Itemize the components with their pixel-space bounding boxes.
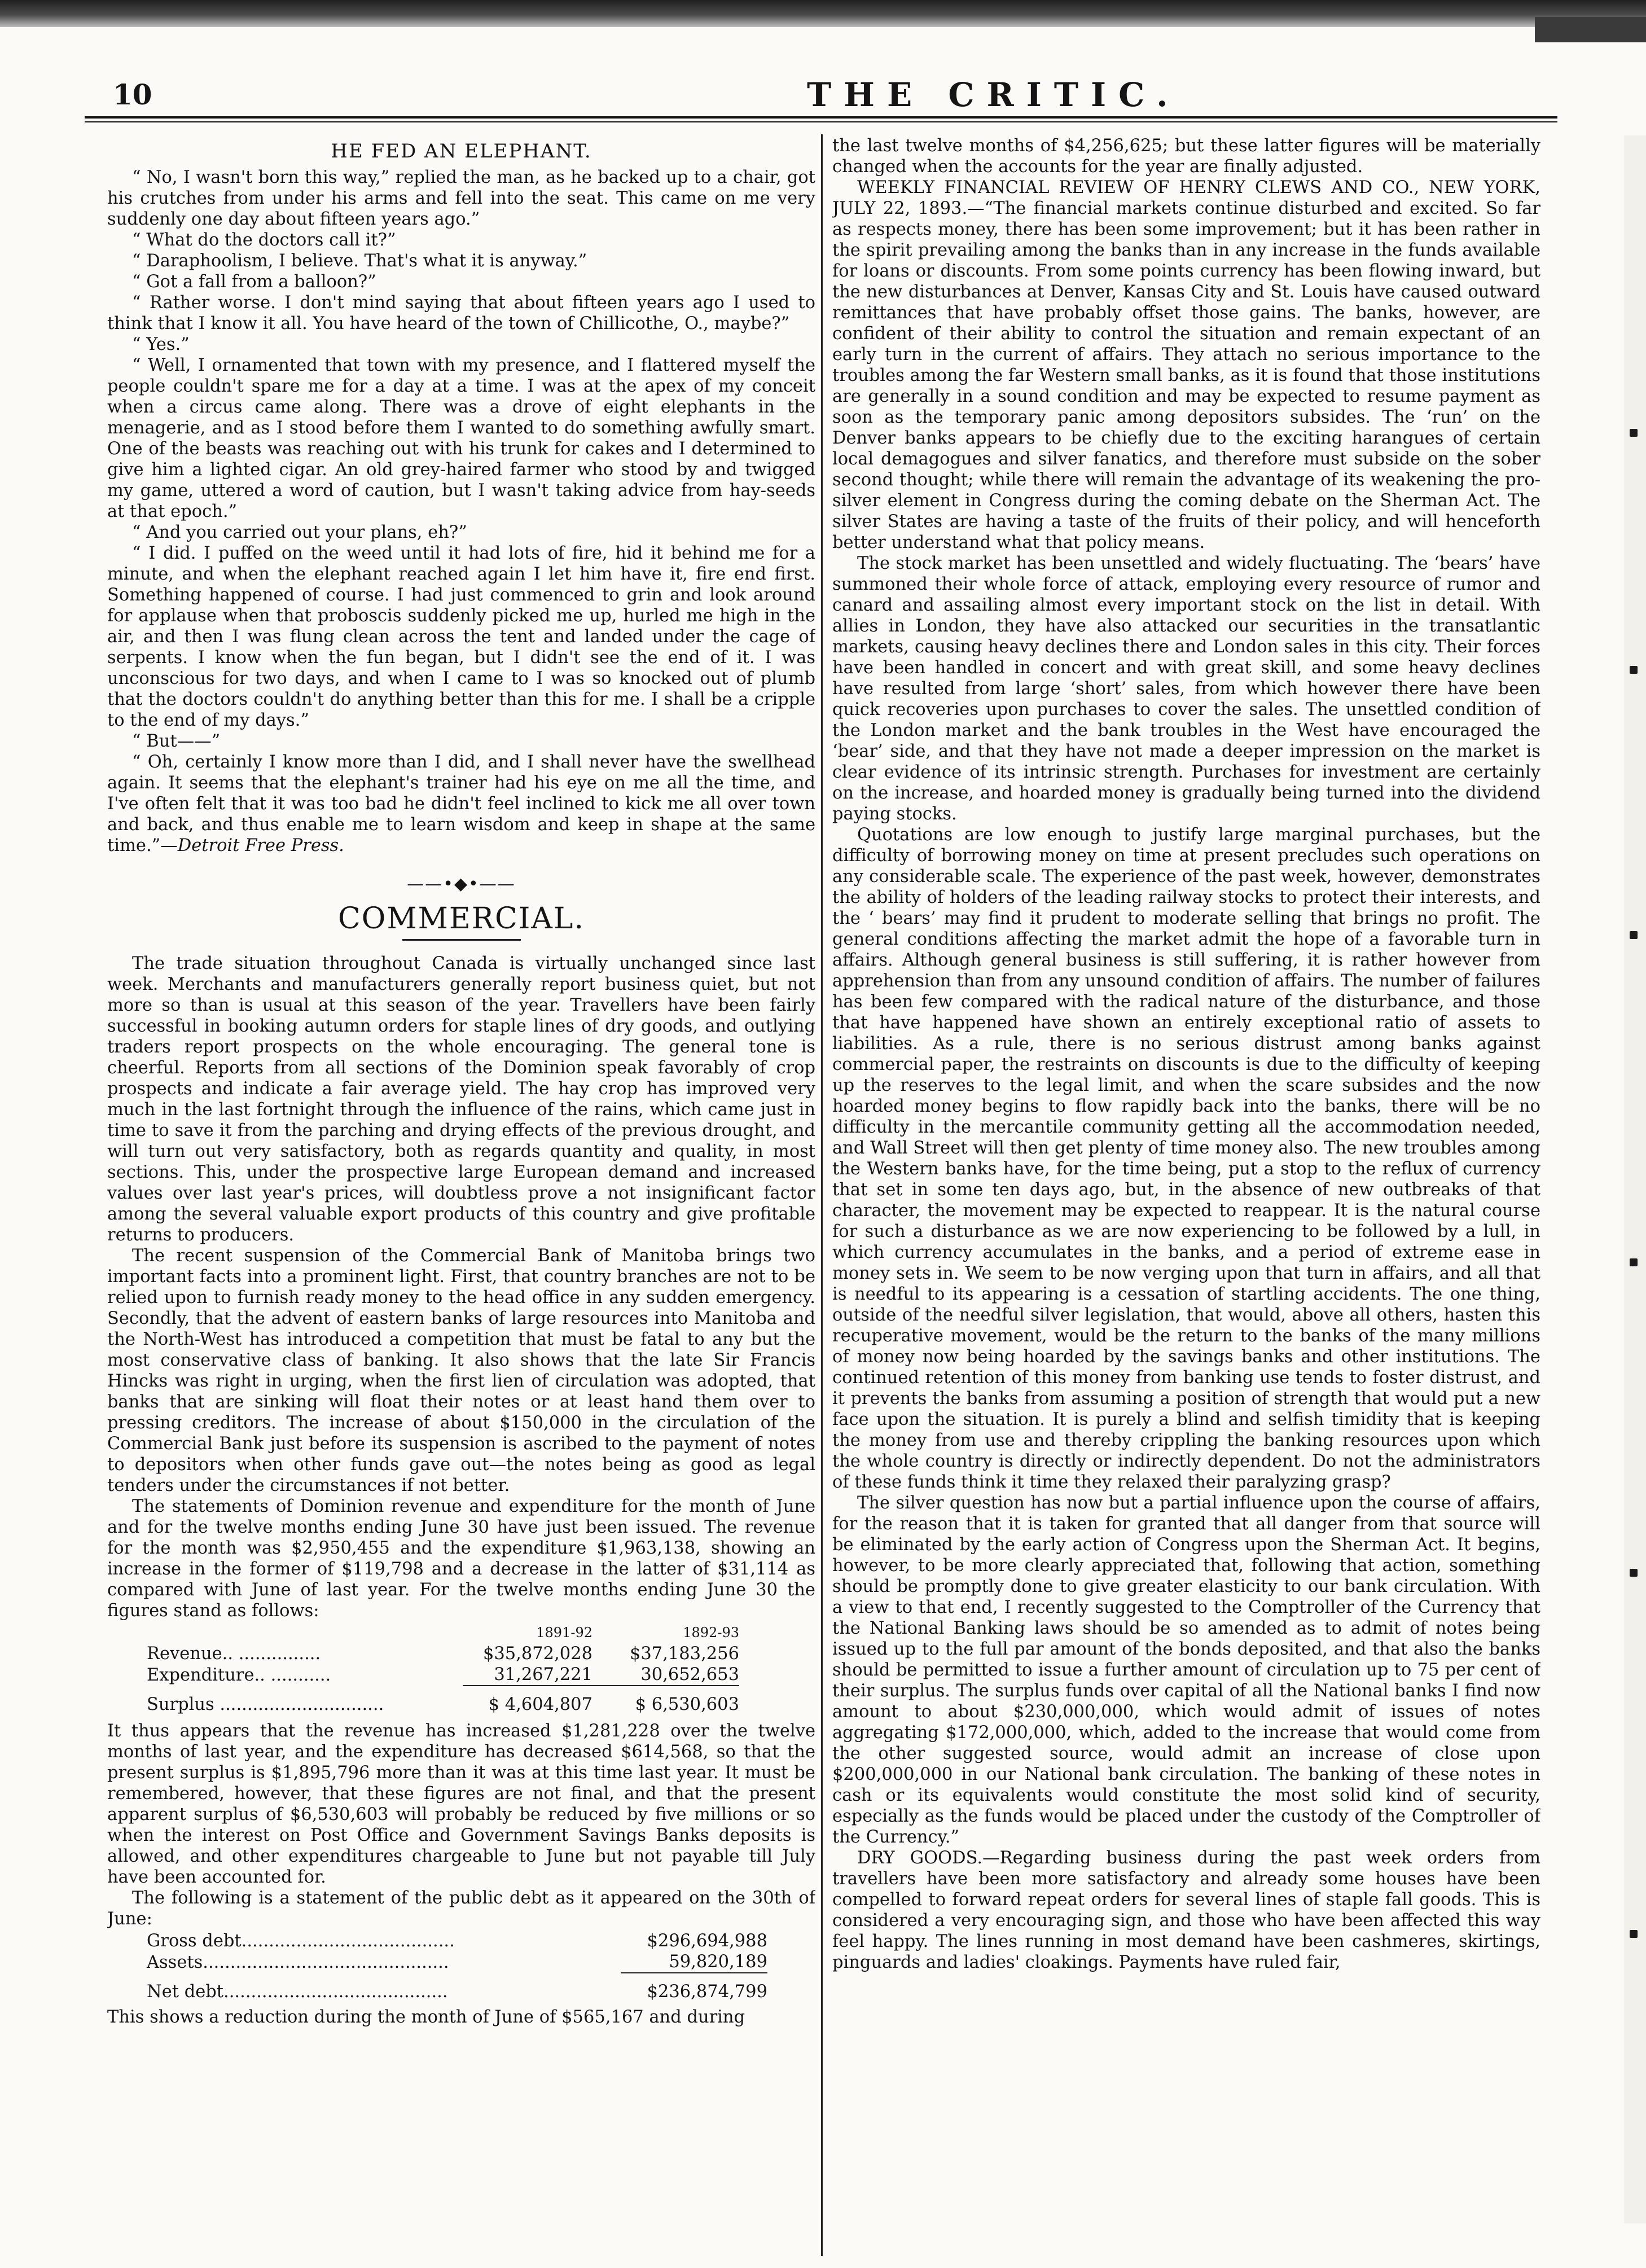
commercial-paragraph: The statements of Dominion revenue and expenditure for the month of June and for the twelve months ending June 30 have just been issued. The revenue for the month was $2,950,455 and the expenditure $1,963,138, showing an increase in the former of $119,798 and a decrease in the latter of $31,114 as compared with June of last year. For the twelve months ending June 30 the figures stand as follows: <box>107 1497 815 1621</box>
elephant-text: “ Oh, certainly I know more than I did, and I shall never have the swellhead again. It seems that the elephant's trainer had his eye on me all the time, and I've often felt that it was too bad he didn't feel inclined to kick me all over town and back, and thus enable me to learn wisdom and keep in shape at the same time.”— <box>107 752 815 856</box>
scan-top-border <box>0 0 1646 27</box>
right-paragraph: The stock market has been unsettled and widely fluctuating. The ‘bears’ have summoned their whole force of attack, employing every resource of rumor and canard and assailing almost every important stock on the list in detail. With allies in London, they have also attacked our securities in the transatlantic markets, causing heavy declines there and London sales in this city. Their forces have been handled in concert and with great skill, and some heavy declines have resulted from large ‘short’ sales, from which however there have been quick recoveries upon purchases to cover the sales. The unsettled condition of the London market and the bank troubles in the West have encouraged the ‘bear’ side, and that they have not made a deeper impression on the market is clear evidence of its intrinsic strength. Purchases for investment are certainly on the increase, and hoarded money is gradually being turned into the dividend paying stocks. <box>832 554 1540 824</box>
page-header <box>85 73 1557 119</box>
debt-row <box>147 1951 767 1973</box>
row-leader: ............................................. <box>203 1952 449 1972</box>
row-value: $35,872,028 <box>482 1644 592 1664</box>
right-paragraph: the last twelve months of $4,256,625; but these latter figures will be materially changed when the accounts for the year are finally adjusted. <box>832 136 1540 177</box>
row-leader: ....................................... <box>241 1931 455 1951</box>
header-rule <box>85 116 1557 119</box>
fiscal-row-surplus <box>147 1686 739 1715</box>
row-label: Net debt <box>147 1981 224 2002</box>
debt-row <box>147 1931 767 1951</box>
elephant-paragraph: “ No, I wasn't born this way,” replied the man, as he backed up to a chair, got his crutches from under his arms and fell into the seat. This came on me very suddenly one day about fifteen years ago.” <box>107 168 815 229</box>
article-title-elephant: HE FED AN ELEPHANT. <box>331 140 592 163</box>
elephant-source: Detroit Free Press. <box>177 836 344 856</box>
right-column <box>832 135 1540 2257</box>
elephant-paragraph: “ Rather worse. I don't mind saying that about fifteen years ago I used to think that I know it all. You have heard of the town of Chillicothe, O., maybe?” <box>107 293 815 334</box>
section-ornament: ——•◆•—— <box>407 874 516 894</box>
commercial-paragraph: This shows a reduction during the month of June of $565,167 and during <box>107 2007 745 2027</box>
row-value: $ 4,604,807 <box>463 1686 592 1715</box>
fiscal-row <box>147 1664 739 1686</box>
elephant-paragraph: “ Got a fall from a balloon?” <box>132 272 376 292</box>
right-paragraph: Quotations are low enough to justify large marginal purchases, but the difficulty of borrowing money on time at present precludes such operations on any considerable scale. The experience of the past week, however, demonstrates the ability of holders of the leading railway stocks to protect their interests, and the ‘ bears’ may find it prudent to moderate selling that brings no profit. The general conditions affecting the market admit the hope of a favorable turn in affairs. Although general business is still suffering, it is rather however from apprehension than from any unsound condition of affairs. The number of failures has been few compared with the radical nature of the disturbance, and those that have happened have shown an entirely exceptional ratio of assets to liabilities. As a rule, there is no serious distrust among banks against commercial paper, the restraints on discounts is due to the difficulty of keeping up the reserves to the legal limit, and when the scare subsides and the now hoarded money begins to flow rapidly back into the banks, there will be no difficulty in the mercantile community getting all the accommodation needed, and Wall Street will then get plenty of time money also. The new troubles among the Western banks have, for the time being, put a stop to the reflux of currency that set in some ten days ago, but, in the absence of new outbreaks of that character, the movement may be expected to reappear. It is the natural course for such a disturbance as we are now experiencing to be followed by a lull, in which currency accumulates in the banks, and a period of extreme ease in money sets in. We seem to be now verging upon that turn in affairs, and all that is needful to its appearing is a cessation of startling accidents. The one thing, outside of the needful silver legislation, that would, above all others, hasten this recuperative movement, would be the return to the banks of the many millions of money now being hoarded by the savings banks and other institutions. The continued retention of this money from banking use tends to foster distrust, and it prevents the banks from assuming a position of strength that would put a new face upon the situation. It is purely a blind and selfish timidity that is keeping the money from use and thereby crippling the banking resources upon which the whole country is directly or indirectly dependent. Do not the administrators of these funds think it time they relaxed their paralyzing grasp? <box>832 825 1540 1492</box>
elephant-paragraph: “ I did. I puffed on the weed until it had lots of fire, hid it behind me for a minute, and when the elephant reached again I let him have it, fire end first. Something happened of course. I had just commenced to grin and look around for applause when that proboscis suddenly picked me up, hurled me high in the air, and then I was flung clean across the tent and landed under the cage of serpents. I know when the fun began, but I didn't see the end of it. I was unconscious for two days, and when I came to I was so knocked out of plumb that the doctors couldn't do anything better than this for me. I shall be a cripple to the end of my days.” <box>107 543 815 730</box>
commercial-paragraph: The recent suspension of the Commercial Bank of Manitoba brings two important facts into a prominent light. First, that country branches are not to be relied upon to furnish ready money to the head office in any sudden emergency. Secondly, that the advent of eastern banks of large resources into Manitoba and the North-West has introduced a competition that must be fatal to any but the most conservative class of banking. It also shows that the late Sir Francis Hincks was right in urging, when the first lien of circulation was adopted, that banks that are sinking will float their notes or at least hand them over to pressing creditors. The increase of about $150,000 in the circulation of the Commercial Bank just before its suspension is ascribed to the payment of notes to depositors when other funds gave out—the notes being as good as legal tenders under the circumstances if not better. <box>107 1246 815 1495</box>
elephant-paragraph-last <box>107 752 815 856</box>
fiscal-table <box>147 1622 739 1715</box>
elephant-paragraph: “ And you carried out your plans, eh?” <box>132 523 467 542</box>
row-label: Assets <box>147 1952 203 1972</box>
elephant-paragraph: “ Yes.” <box>132 335 190 354</box>
header-rule-thin <box>85 121 1557 122</box>
section-title-commercial: COMMERCIAL. <box>338 902 585 936</box>
row-value: 59,820,189 <box>669 1952 767 1972</box>
row-value: $296,694,988 <box>647 1931 767 1951</box>
left-column <box>107 135 815 2257</box>
row-label: Expenditure.. <box>147 1665 265 1685</box>
row-value: $37,183,256 <box>629 1644 739 1664</box>
right-paragraph: The silver question has now but a partial influence upon the course of affairs, for the reason that it is taken for granted that all danger from that source will be eliminated by the early action of Congress upon the Sherman Act. It begins, however, to be more clearly appreciated that, following that action, something should be promptly done to give greater elasticity to our bank circulation. With a view to that end, I recently suggested to the Comptroller of the Currency that the National Banking laws should be so amended as to admit of notes being issued up to the full par amount of the bonds deposited, and that also the banks should be permitted to issue a further amount of circulation up to 75 per cent of their surplus. The surplus funds over capital of all the National banks I find now amount to about $230,000,000, which would admit of issues of notes aggregating $172,000,000, which, added to the increase that would come from the other suggested source, would admit an increase of close upon $200,000,000 in our National bank circulation. The banking of these notes in cash or its equivalents would constitute the most solid kind of security, especially as the funds would be placed under the custody of the Comptroller of the Currency.” <box>832 1493 1540 1847</box>
scan-speck <box>1630 1569 1638 1577</box>
scan-speck <box>1630 666 1638 674</box>
year-heading: 1891-92 <box>536 1625 592 1640</box>
commercial-paragraph: The following is a statement of the public debt as it appeared on the 30th of June: <box>107 1888 815 1929</box>
title-underline <box>402 939 521 941</box>
row-value: 30,652,653 <box>640 1665 739 1684</box>
elephant-paragraph: “ But——” <box>132 731 221 751</box>
scan-speck <box>1630 1930 1638 1938</box>
debt-table <box>147 1931 767 2002</box>
elephant-paragraph: “ What do the doctors call it?” <box>132 230 396 250</box>
debt-row-net <box>147 1973 767 2002</box>
adjacent-page-edge <box>1624 135 1646 2223</box>
dry-goods-paragraph: DRY GOODS.—Regarding business during the past week orders from travellers have been more satisfactory and already some houses have been compelled to forward repeat orders for several lines of staple fall goods. This is considered a very encouraging sign, and those who have been affected this way feel happy. The lines running in most demand have been cashmeres, skirtings, pinguards and ladies' cloakings. Payments have ruled fair, <box>832 1848 1540 1972</box>
elephant-paragraph: “ Daraphoolism, I believe. That's what it is anyway.” <box>132 251 587 271</box>
elephant-paragraph: “ Well, I ornamented that town with my presence, and I flattered myself the people couldn't spare me for a day at a time. I was at the apex of my conceit when a circus came along. There was a drove of eight elephants in the menagerie, and as I stood before them I wanted to do something awfully smart. One of the beasts was reaching out with his trunk for cakes and I determined to give him a lighted cigar. An old grey-haired farmer who stood by and twigged my game, uttered a word of caution, but I wasn't taking advice from hay-seeds at that epoch.” <box>107 356 815 521</box>
year-heading: 1892-93 <box>683 1625 739 1640</box>
row-value: $236,874,799 <box>621 1973 767 2002</box>
row-leader: .............................. <box>220 1694 384 1714</box>
commercial-paragraph: It thus appears that the revenue has increased $1,281,228 over the twelve months of last year, and the expenditure has decreased $614,568, so that the present surplus is $1,895,796 more than it was at this time last year. It must be remembered, however, that these figures are not final, and that the present apparent surplus of $6,530,603 will probably be reduced by five millions or so when the interest on Post Office and Government Savings Banks deposits is allowed, and other expenditures chargeable to June but not payable till July have been accounted for. <box>107 1721 815 1887</box>
column-divider <box>821 134 823 2256</box>
row-leader: ........... <box>270 1665 331 1685</box>
scan-speck <box>1630 1258 1638 1266</box>
fiscal-row <box>147 1643 739 1664</box>
page-number: 10 <box>113 78 152 111</box>
clews-review-paragraph: WEEKLY FINANCIAL REVIEW OF HENRY CLEWS AND CO., NEW YORK, JULY 22, 1893.—“The financial markets continue disturbed and excited. So far as respects money, there has been some improvement; but it has been rather in the spirit prevailing among the banks than in any increase in the funds available for loans or discounts. From some points currency has been flowing inward, but the new disturbances at Denver, Kansas City and St. Louis have caused outward remittances that have probably offset those gains. The banks, however, are confident of their ability to control the situation and remain expectant of an early turn in the current of affairs. They attach no serious importance to the troubles among the far Western small banks, as it is found that those institutions are generally in a sound condition and may be expected to resume payment as soon as the temporary panic among depositors subsides. The ‘run’ on the Denver banks appears to be chiefly due to the exciting harangues of certain local demagogues and silver fanatics, and therefore must subside on the sober second thought; while there will remain the advantage of its weakening the pro-silver element in Congress during the coming debate on the Sherman Act. The silver States are having a taste of the fruits of their policy, and will henceforth better understand what that policy means. <box>832 178 1540 552</box>
commercial-paragraph: The trade situation throughout Canada is virtually unchanged since last week. Merchants and manufacturers generally report business quiet, but not more so than is usual at this season of the year. Travellers have been fairly successful in booking autumn orders for staple lines of dry goods, and outlying traders report prospects on the whole encouraging. The general tone is cheerful. Reports from all sections of the Dominion speak favorably of crop prospects and indicate a fair average yield. The hay crop has improved very much in the last fortnight through the influence of the rains, which came just in time to save it from the parching and drying effects of the previous drought, and will turn out very satisfactory, both as regards quantity and quality, in most sections. This, under the prospective large European demand and increased values over last year's prices, will doubtless prove a not insignificant factor among the several valuable export products of this country and give profitable returns to producers. <box>107 954 815 1245</box>
row-leader: ......................................... <box>223 1981 448 2002</box>
row-label: Surplus <box>147 1694 214 1714</box>
scan-speck <box>1630 931 1638 939</box>
row-value: 31,267,221 <box>494 1665 592 1684</box>
row-value: $ 6,530,603 <box>592 1686 739 1715</box>
scan-speck <box>1630 429 1638 437</box>
row-label: Gross debt <box>147 1931 242 1951</box>
masthead-title: THE CRITIC. <box>807 76 1180 114</box>
row-leader: ............... <box>238 1644 321 1664</box>
row-label: Revenue.. <box>147 1644 234 1664</box>
